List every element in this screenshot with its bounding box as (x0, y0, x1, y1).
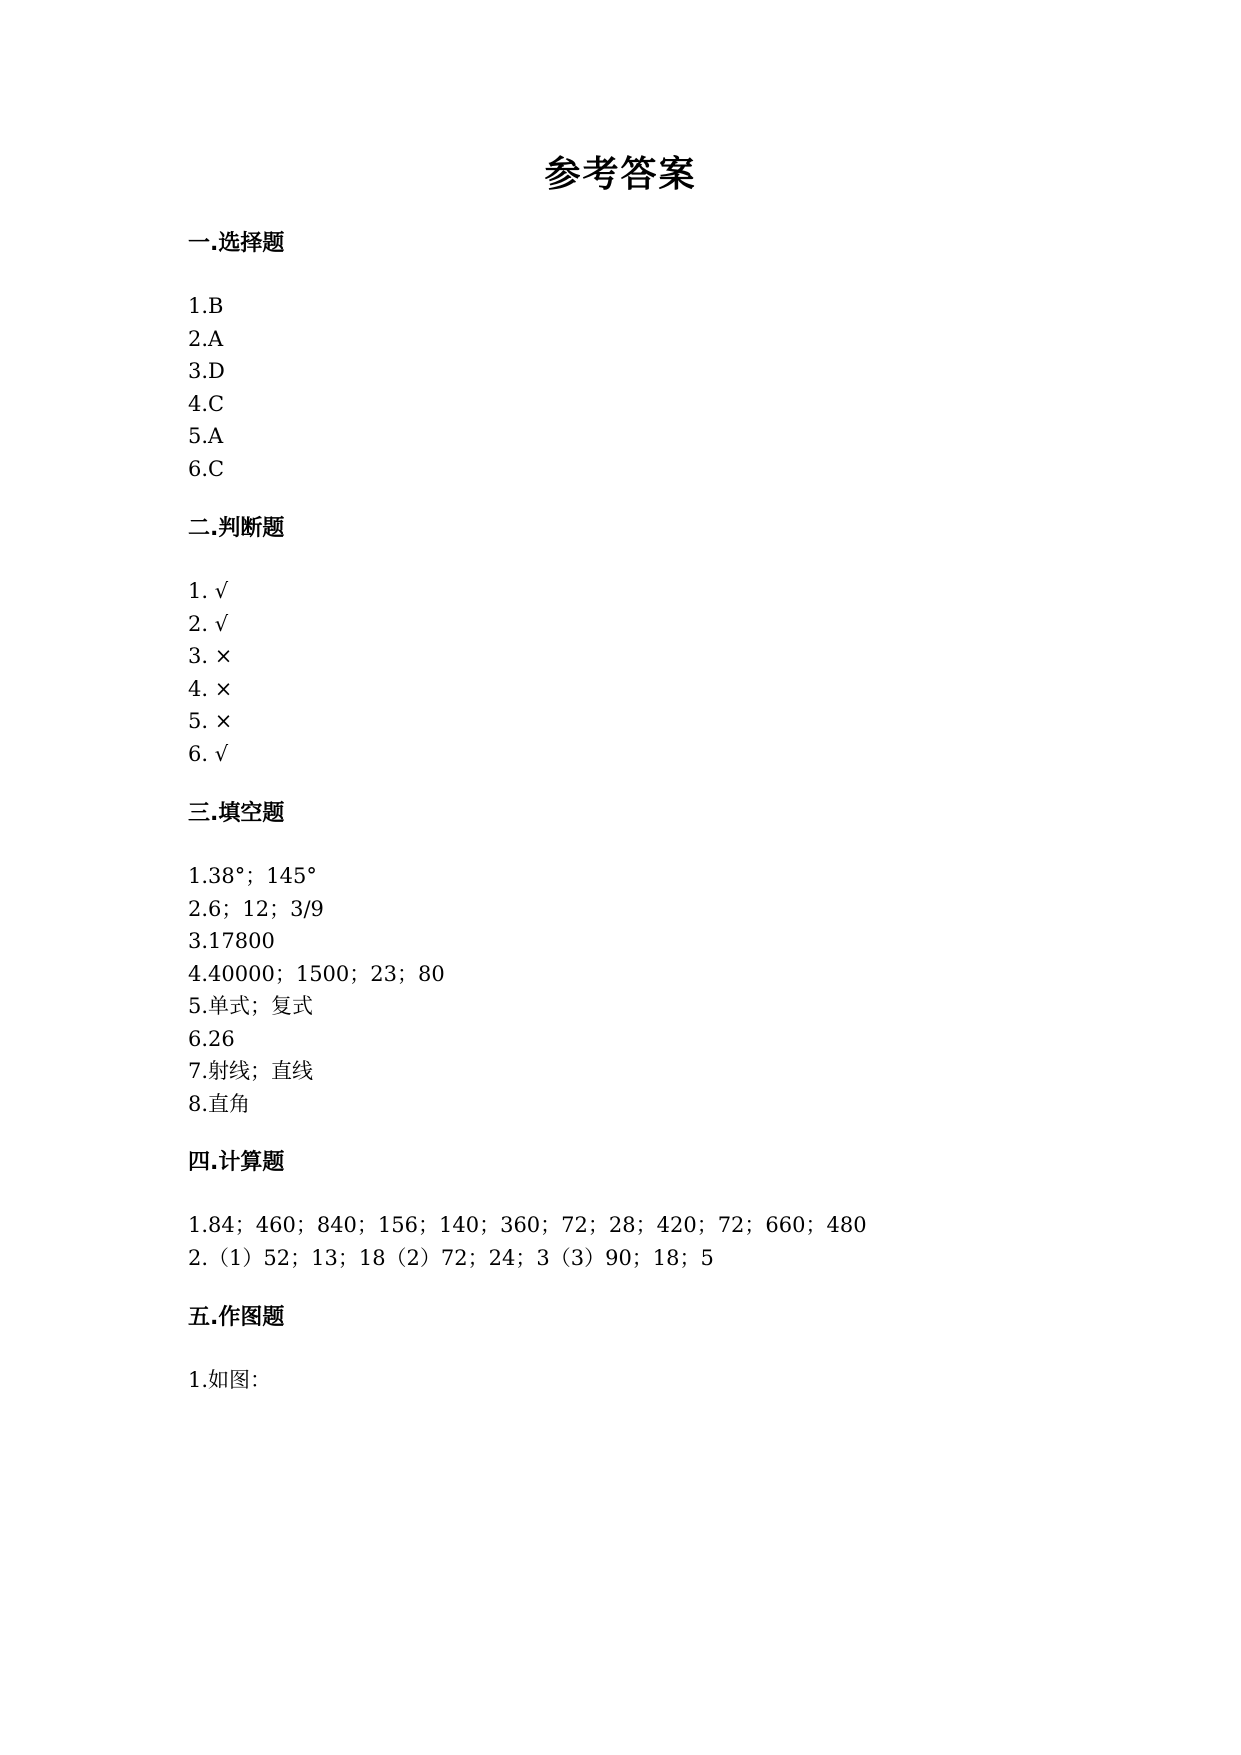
answer-item: 2. √ (188, 611, 229, 636)
answer-item: 6. √ (188, 741, 229, 766)
answer-item: 1.B (188, 294, 224, 318)
page-title: 参考答案 (544, 154, 697, 195)
section-true-false (188, 513, 1088, 770)
answer-list (188, 575, 1088, 770)
answer-item: 6.C (188, 456, 225, 481)
section-heading: 三.填空题 (188, 801, 285, 826)
answer-item: 2.6；12；3/9 (188, 896, 324, 921)
answer-item: 2.A (188, 326, 224, 351)
answer-list (188, 860, 1088, 1120)
answer-list (188, 290, 1088, 485)
section-heading: 一.选择题 (188, 231, 285, 256)
answer-item: 2.（1）52；13；18（2）72；24；3（3）90；18；5 (188, 1245, 714, 1270)
section-multiple-choice (188, 228, 1088, 485)
section-heading: 五.作图题 (188, 1305, 285, 1330)
answer-item: 1.如图： (188, 1368, 272, 1392)
answer-item: 3. × (188, 644, 233, 668)
answer-item: 8.直角 (188, 1091, 251, 1116)
answer-item: 5. × (188, 709, 233, 733)
answer-item: 5.A (188, 424, 224, 448)
answer-item: 1. √ (188, 579, 229, 603)
answer-item: 7.射线；直线 (188, 1059, 314, 1083)
answer-item: 5.单式；复式 (188, 994, 314, 1018)
section-drawing (188, 1302, 1088, 1397)
section-fill-in-blank (188, 798, 1088, 1120)
answer-item: 4.40000；1500；23；80 (188, 961, 445, 986)
answer-item: 4.C (188, 391, 225, 416)
section-calculation (188, 1147, 1088, 1274)
answer-list (188, 1209, 1088, 1274)
answer-item: 1.38°；145° (188, 864, 317, 888)
section-heading: 二.判断题 (188, 516, 285, 541)
answer-item: 3.D (188, 359, 225, 383)
answer-item: 1.84；460；840；156；140；360；72；28；420；72；660；480 (188, 1213, 867, 1237)
answer-item: 4. × (188, 676, 233, 701)
answer-list (188, 1364, 1088, 1397)
answer-item: 6.26 (188, 1026, 235, 1051)
answer-item: 3.17800 (188, 929, 275, 953)
section-heading: 四.计算题 (188, 1150, 285, 1175)
